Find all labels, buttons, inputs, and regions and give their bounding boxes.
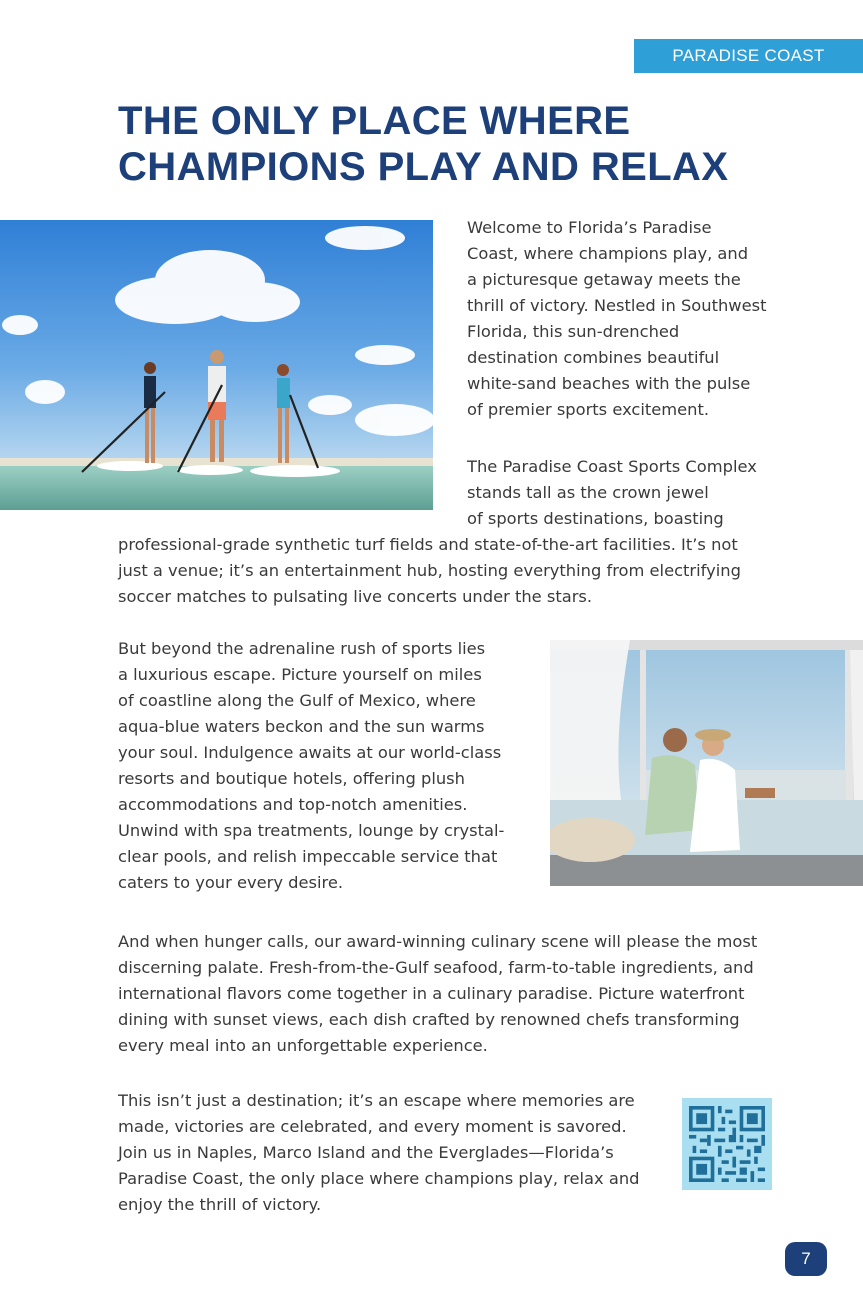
qr-code[interactable] bbox=[682, 1098, 772, 1190]
text-line: of coastline along the Gulf of Mexico, where bbox=[118, 691, 476, 710]
text-line: destination combines beautiful bbox=[467, 348, 720, 367]
cabana-couple-photo bbox=[550, 640, 863, 886]
text-line: resorts and boutique hotels, offering plush bbox=[118, 769, 465, 788]
page-headline bbox=[118, 98, 818, 190]
text-line: Unwind with spa treatments, lounge by crystal- bbox=[118, 821, 505, 840]
text-line: Join us in Naples, Marco Island and the Everglades—Florida’s bbox=[118, 1143, 614, 1162]
text-line: made, victories are celebrated, and every moment is savored. bbox=[118, 1117, 627, 1136]
text-line: a picturesque getaway meets the bbox=[467, 270, 741, 289]
text-line: soccer matches to pulsating live concerts under the stars. bbox=[118, 587, 593, 606]
text-line: every meal into an unforgettable experience. bbox=[118, 1036, 488, 1055]
text-line: Coast, where champions play, and bbox=[467, 244, 749, 263]
luxury-escape-paragraph bbox=[118, 636, 504, 896]
text-line: aqua-blue waters beckon and the sun warms bbox=[118, 717, 485, 736]
text-line: And when hunger calls, our award-winning culinary scene will please the most bbox=[118, 932, 758, 951]
text-line: just a venue; it’s an entertainment hub, hosting everything from electrifying bbox=[118, 561, 741, 580]
text-line: thrill of victory. Nestled in Southwest bbox=[467, 296, 767, 315]
text-line: Paradise Coast, the only place where champions play, relax and bbox=[118, 1169, 640, 1188]
text-line: But beyond the adrenaline rush of sports lies bbox=[118, 639, 486, 658]
text-line: Welcome to Florida’s Paradise bbox=[467, 218, 712, 237]
text-line: of sports destinations, boasting bbox=[467, 509, 724, 528]
text-line: enjoy the thrill of victory. bbox=[118, 1195, 322, 1214]
closing-paragraph bbox=[118, 1088, 639, 1218]
text-line: a luxurious escape. Picture yourself on miles bbox=[118, 665, 482, 684]
text-line: white-sand beaches with the pulse bbox=[467, 374, 751, 393]
text-line: your soul. Indulgence awaits at our world-class bbox=[118, 743, 502, 762]
sports-complex-paragraph-continued bbox=[118, 532, 741, 610]
section-tab: PARADISE COAST bbox=[634, 39, 863, 73]
culinary-paragraph bbox=[118, 929, 757, 1059]
text-line: Florida, this sun-drenched bbox=[467, 322, 680, 341]
text-line: dining with sunset views, each dish crafted by renowned chefs transforming bbox=[118, 1010, 740, 1029]
text-line: discerning palate. Fresh-from-the-Gulf seafood, farm-to-table ingredients, and bbox=[118, 958, 754, 977]
text-line: professional-grade synthetic turf fields and state-of-the-art facilities. It’s not bbox=[118, 535, 738, 554]
text-line: stands tall as the crown jewel bbox=[467, 483, 709, 502]
text-line: clear pools, and relish impeccable service that bbox=[118, 847, 498, 866]
text-line: This isn’t just a destination; it’s an escape where memories are bbox=[118, 1091, 635, 1110]
intro-paragraph bbox=[467, 215, 766, 423]
text-line: caters to your every desire. bbox=[118, 873, 344, 892]
headline-line: THE ONLY PLACE WHERE bbox=[118, 99, 631, 143]
qr-code-icon bbox=[689, 1106, 765, 1182]
text-line: of premier sports excitement. bbox=[467, 400, 710, 419]
text-line: international flavors come together in a culinary paradise. Picture waterfront bbox=[118, 984, 745, 1003]
sports-complex-paragraph bbox=[467, 454, 757, 532]
text-line: accommodations and top-notch amenities. bbox=[118, 795, 468, 814]
headline-line: CHAMPIONS PLAY AND RELAX bbox=[118, 145, 729, 189]
paddleboard-photo bbox=[0, 220, 433, 510]
page-number-badge: 7 bbox=[785, 1242, 827, 1276]
text-line: The Paradise Coast Sports Complex bbox=[467, 457, 757, 476]
